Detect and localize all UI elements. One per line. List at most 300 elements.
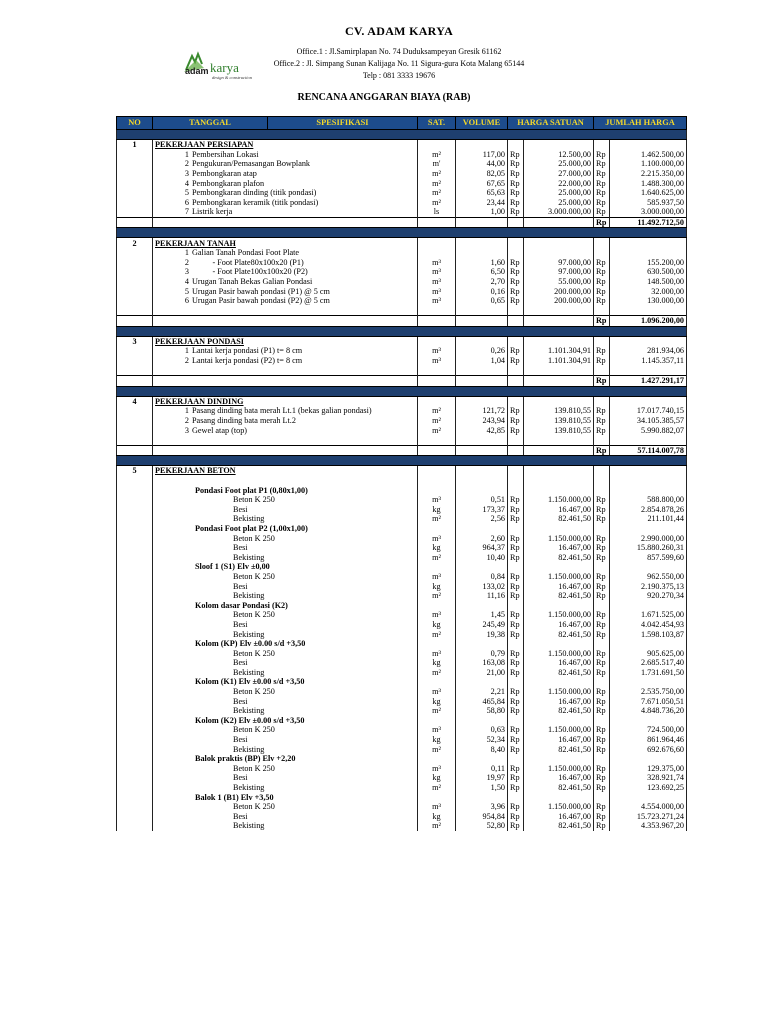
cell-currency-unit: Rp bbox=[508, 668, 524, 678]
cell-harga-satuan bbox=[524, 306, 594, 316]
cell-volume: 58,80 bbox=[456, 706, 508, 716]
cell-harga-satuan bbox=[524, 524, 594, 534]
cell-jumlah-harga: 905.625,00 bbox=[610, 649, 687, 659]
cell-jumlah-harga bbox=[610, 639, 687, 649]
table-row bbox=[117, 277, 687, 287]
item-index: 2 bbox=[184, 416, 189, 426]
cell-harga-satuan bbox=[524, 140, 594, 150]
cell-harga-satuan: 82.461,50 bbox=[524, 553, 594, 563]
cell-volume: 2,60 bbox=[456, 533, 508, 543]
cell-sat bbox=[418, 396, 456, 406]
item-description: Bekisting bbox=[233, 667, 265, 677]
cell-no bbox=[117, 581, 153, 591]
cell-no bbox=[117, 649, 153, 659]
cell-volume: 1,04 bbox=[456, 356, 508, 366]
cell-sat: m² bbox=[418, 150, 456, 160]
cell-currency-unit: Rp bbox=[508, 773, 524, 783]
cell-no bbox=[117, 445, 153, 456]
item-description: Balok praktis (BP) Elv +2,20 bbox=[195, 754, 296, 764]
cell-volume: 8,40 bbox=[456, 744, 508, 754]
cell-no bbox=[117, 668, 153, 678]
cell-sat bbox=[418, 677, 456, 687]
item-index: 2 bbox=[184, 159, 189, 169]
cell-spesifikasi bbox=[153, 610, 418, 620]
item-description: Bekisting bbox=[233, 514, 265, 524]
table-row bbox=[117, 267, 687, 277]
cell-spesifikasi bbox=[153, 306, 418, 316]
cell-no bbox=[117, 356, 153, 366]
cell-sat: kg bbox=[418, 773, 456, 783]
cell-volume: 0,11 bbox=[456, 764, 508, 774]
cell-spesifikasi bbox=[153, 706, 418, 716]
cell-spesifikasi bbox=[153, 178, 418, 188]
cell-no bbox=[117, 150, 153, 160]
cell-jumlah-harga: 585.937,50 bbox=[610, 198, 687, 208]
cell-spesifikasi bbox=[153, 435, 418, 445]
item-description: Besi bbox=[233, 811, 248, 821]
item-description: Pembongkaran plafon bbox=[192, 178, 265, 188]
cell-jumlah-harga: 5.990.882,07 bbox=[610, 425, 687, 435]
item-description: Pasang dinding bata merah Lt.1 (bekas galian pondasi) bbox=[192, 406, 372, 416]
cell-harga-satuan: 1.150.000,00 bbox=[524, 764, 594, 774]
separator-cell bbox=[117, 456, 687, 466]
cell-jumlah-harga: 1.462.500,00 bbox=[610, 150, 687, 160]
cell-volume: 245,49 bbox=[456, 620, 508, 630]
cell-jumlah-harga bbox=[610, 336, 687, 346]
table-row bbox=[117, 207, 687, 217]
cell-no bbox=[117, 553, 153, 563]
cell-volume: 0,63 bbox=[456, 725, 508, 735]
cell-currency-unit: Rp bbox=[508, 764, 524, 774]
cell-spesifikasi bbox=[153, 286, 418, 296]
cell-no bbox=[117, 677, 153, 687]
document-header bbox=[0, 0, 768, 116]
cell-no bbox=[117, 572, 153, 582]
cell-spesifikasi bbox=[153, 356, 418, 366]
subtotal-row bbox=[117, 376, 687, 387]
cell-sat: m² bbox=[418, 783, 456, 793]
cell-no bbox=[117, 725, 153, 735]
cell-currency-total: Rp bbox=[594, 696, 610, 706]
cell-currency-unit bbox=[508, 396, 524, 406]
col-volume: VOLUME bbox=[456, 117, 508, 130]
cell-spesifikasi bbox=[153, 620, 418, 630]
cell-jumlah-harga bbox=[610, 365, 687, 375]
cell-spesifikasi bbox=[153, 658, 418, 668]
cell-jumlah-harga: 148.500,00 bbox=[610, 277, 687, 287]
cell-spesifikasi bbox=[153, 802, 418, 812]
cell-currency-unit bbox=[508, 217, 524, 228]
cell-spesifikasi bbox=[153, 821, 418, 831]
cell-spesifikasi bbox=[153, 668, 418, 678]
cell-volume bbox=[456, 716, 508, 726]
item-description: Bekisting bbox=[233, 783, 265, 792]
cell-no bbox=[117, 207, 153, 217]
cell-volume bbox=[456, 476, 508, 486]
cell-sat: m² bbox=[418, 188, 456, 198]
cell-volume: 1,00 bbox=[456, 207, 508, 217]
cell-harga-satuan bbox=[524, 445, 594, 456]
cell-spesifikasi bbox=[153, 376, 418, 387]
cell-harga-satuan: 12.500,00 bbox=[524, 150, 594, 160]
cell-spesifikasi bbox=[153, 812, 418, 822]
cell-harga-satuan: 27.000,00 bbox=[524, 169, 594, 179]
cell-volume bbox=[456, 306, 508, 316]
cell-currency-unit bbox=[508, 716, 524, 726]
cell-no bbox=[117, 514, 153, 524]
cell-jumlah-harga bbox=[610, 435, 687, 445]
table-row bbox=[117, 696, 687, 706]
cell-jumlah-harga: 724.500,00 bbox=[610, 725, 687, 735]
cell-no bbox=[117, 821, 153, 831]
cell-no: 2 bbox=[117, 238, 153, 248]
cell-currency-unit: Rp bbox=[508, 687, 524, 697]
cell-currency-total: Rp bbox=[594, 581, 610, 591]
cell-jumlah-harga bbox=[610, 396, 687, 406]
cell-currency-total bbox=[594, 238, 610, 248]
item-description: Besi bbox=[233, 735, 248, 745]
cell-volume: 1,60 bbox=[456, 258, 508, 268]
cell-spesifikasi bbox=[153, 716, 418, 726]
cell-sat: m³ bbox=[418, 572, 456, 582]
cell-currency-unit: Rp bbox=[508, 812, 524, 822]
cell-no: 1 bbox=[117, 140, 153, 150]
cell-no bbox=[117, 792, 153, 802]
table-row bbox=[117, 435, 687, 445]
cell-volume bbox=[456, 445, 508, 456]
item-description: Beton K 250 bbox=[233, 533, 275, 543]
cell-no bbox=[117, 639, 153, 649]
item-description: Kolom (KP) Elv ±0.00 s/d +3,50 bbox=[195, 639, 306, 649]
table-row bbox=[117, 687, 687, 697]
cell-currency-unit bbox=[508, 445, 524, 456]
cell-harga-satuan: 3.000.000,00 bbox=[524, 207, 594, 217]
cell-currency-unit bbox=[508, 466, 524, 476]
cell-jumlah-harga: 861.964,46 bbox=[610, 735, 687, 745]
cell-sat: kg bbox=[418, 543, 456, 553]
cell-no bbox=[117, 485, 153, 495]
table-row bbox=[117, 706, 687, 716]
cell-currency-total: Rp bbox=[594, 706, 610, 716]
cell-jumlah-harga: 11.492.712,50 bbox=[610, 217, 687, 228]
separator-cell bbox=[117, 228, 687, 238]
cell-spesifikasi bbox=[153, 150, 418, 160]
cell-sat bbox=[418, 336, 456, 346]
cell-spesifikasi bbox=[153, 543, 418, 553]
office-2-address: Office.2 : Jl. Simpang Sunan Kalijaga No. 11 Sigura-gura Kota Malang 65144 bbox=[273, 59, 525, 68]
cell-no bbox=[117, 601, 153, 611]
item-description: Besi bbox=[233, 658, 248, 668]
group-header-row bbox=[117, 639, 687, 649]
cell-sat: m² bbox=[418, 629, 456, 639]
cell-harga-satuan: 82.461,50 bbox=[524, 821, 594, 831]
subtotal-row bbox=[117, 217, 687, 228]
cell-volume: 133,02 bbox=[456, 581, 508, 591]
cell-harga-satuan: 55.000,00 bbox=[524, 277, 594, 287]
cell-no bbox=[117, 533, 153, 543]
cell-currency-unit bbox=[508, 140, 524, 150]
cell-sat: m² bbox=[418, 706, 456, 716]
cell-harga-satuan: 200.000,00 bbox=[524, 296, 594, 306]
cell-no bbox=[117, 744, 153, 754]
cell-currency-total bbox=[594, 639, 610, 649]
cell-harga-satuan bbox=[524, 336, 594, 346]
cell-currency-total bbox=[594, 435, 610, 445]
table-row bbox=[117, 495, 687, 505]
cell-currency-unit: Rp bbox=[508, 178, 524, 188]
cell-harga-satuan: 16.467,00 bbox=[524, 696, 594, 706]
table-row bbox=[117, 802, 687, 812]
table-row bbox=[117, 416, 687, 426]
item-description: Kolom dasar Pondasi (K2) bbox=[195, 600, 288, 610]
cell-spesifikasi bbox=[153, 553, 418, 563]
cell-harga-satuan: 1.150.000,00 bbox=[524, 610, 594, 620]
cell-currency-unit: Rp bbox=[508, 207, 524, 217]
cell-sat: m² bbox=[418, 198, 456, 208]
item-index: 6 bbox=[184, 197, 189, 207]
table-row bbox=[117, 812, 687, 822]
col-harga-satuan: HARGA SATUAN bbox=[508, 117, 594, 130]
cell-currency-unit bbox=[508, 639, 524, 649]
cell-spesifikasi bbox=[153, 524, 418, 534]
section-header-row bbox=[117, 466, 687, 476]
logo-karya: karya bbox=[210, 60, 239, 75]
document-title: RENCANA ANGGARAN BIAYA (RAB) bbox=[297, 92, 471, 103]
cell-jumlah-harga: 4.042.454,93 bbox=[610, 620, 687, 630]
table-row bbox=[117, 306, 687, 316]
cell-harga-satuan: 1.150.000,00 bbox=[524, 572, 594, 582]
cell-no: 4 bbox=[117, 396, 153, 406]
cell-jumlah-harga: 281.934,06 bbox=[610, 346, 687, 356]
cell-spesifikasi bbox=[153, 744, 418, 754]
cell-no bbox=[117, 562, 153, 572]
cell-currency-total bbox=[594, 524, 610, 534]
cell-no bbox=[117, 267, 153, 277]
cell-no bbox=[117, 416, 153, 426]
item-description: Urugan Pasir bawah pondasi (P1) @ 5 cm bbox=[192, 286, 330, 296]
cell-spesifikasi bbox=[153, 505, 418, 515]
cell-volume: 173,37 bbox=[456, 505, 508, 515]
cell-volume: 117,00 bbox=[456, 150, 508, 160]
table-row bbox=[117, 188, 687, 198]
cell-spesifikasi bbox=[153, 783, 418, 793]
cell-volume bbox=[456, 435, 508, 445]
cell-currency-unit: Rp bbox=[508, 533, 524, 543]
item-description: Galian Tanah Pondasi Foot Plate bbox=[192, 248, 300, 258]
group-header-row bbox=[117, 677, 687, 687]
cell-volume: 1,45 bbox=[456, 610, 508, 620]
item-description: Pembongkaran dinding (titik pondasi) bbox=[192, 188, 317, 198]
table-row bbox=[117, 159, 687, 169]
cell-spesifikasi bbox=[153, 406, 418, 416]
cell-sat: m² bbox=[418, 744, 456, 754]
cell-volume: 67,65 bbox=[456, 178, 508, 188]
cell-currency-total: Rp bbox=[594, 572, 610, 582]
cell-volume bbox=[456, 601, 508, 611]
cell-harga-satuan bbox=[524, 466, 594, 476]
cell-currency-total: Rp bbox=[594, 783, 610, 793]
cell-no bbox=[117, 505, 153, 515]
cell-sat bbox=[418, 445, 456, 456]
cell-volume: 0,79 bbox=[456, 649, 508, 659]
col-no: NO bbox=[117, 117, 153, 130]
cell-harga-satuan bbox=[524, 248, 594, 258]
cell-currency-unit: Rp bbox=[508, 610, 524, 620]
item-index: 7 bbox=[184, 207, 189, 217]
cell-spesifikasi bbox=[153, 533, 418, 543]
cell-harga-satuan: 16.467,00 bbox=[524, 505, 594, 515]
cell-volume bbox=[456, 396, 508, 406]
cell-volume: 21,00 bbox=[456, 668, 508, 678]
cell-spesifikasi bbox=[153, 277, 418, 287]
cell-no bbox=[117, 495, 153, 505]
table-row bbox=[117, 169, 687, 179]
table-row bbox=[117, 476, 687, 486]
cell-currency-unit: Rp bbox=[508, 346, 524, 356]
cell-harga-satuan: 82.461,50 bbox=[524, 629, 594, 639]
cell-currency-unit bbox=[508, 248, 524, 258]
cell-currency-total: Rp bbox=[594, 802, 610, 812]
table-row bbox=[117, 764, 687, 774]
item-description: Bekisting bbox=[233, 629, 265, 639]
table-row bbox=[117, 346, 687, 356]
cell-harga-satuan bbox=[524, 376, 594, 387]
cell-jumlah-harga: 4.353.967,20 bbox=[610, 821, 687, 831]
cell-jumlah-harga: 1.671.525,00 bbox=[610, 610, 687, 620]
cell-currency-unit: Rp bbox=[508, 188, 524, 198]
cell-jumlah-harga: 32.000,00 bbox=[610, 286, 687, 296]
item-description: PEKERJAAN BETON bbox=[155, 466, 236, 476]
item-index: 2 bbox=[184, 257, 189, 267]
cell-spesifikasi bbox=[153, 425, 418, 435]
phone-number: Telp : 081 3333 19676 bbox=[362, 71, 436, 80]
cell-jumlah-harga bbox=[610, 485, 687, 495]
cell-sat bbox=[418, 562, 456, 572]
table-row bbox=[117, 572, 687, 582]
cell-volume bbox=[456, 754, 508, 764]
cell-no bbox=[117, 812, 153, 822]
cell-sat: kg bbox=[418, 658, 456, 668]
table-row bbox=[117, 668, 687, 678]
cell-harga-satuan bbox=[524, 217, 594, 228]
cell-jumlah-harga bbox=[610, 601, 687, 611]
cell-sat bbox=[418, 376, 456, 387]
cell-no bbox=[117, 277, 153, 287]
cell-volume: 23,44 bbox=[456, 198, 508, 208]
cell-sat: m² bbox=[418, 591, 456, 601]
cell-harga-satuan bbox=[524, 485, 594, 495]
cell-currency-unit: Rp bbox=[508, 744, 524, 754]
cell-jumlah-harga: 1.598.103,87 bbox=[610, 629, 687, 639]
table-row bbox=[117, 286, 687, 296]
cell-sat: m³ bbox=[418, 346, 456, 356]
cell-currency-unit: Rp bbox=[508, 735, 524, 745]
item-description: - Foot Plate80x100x20 (P1) bbox=[192, 257, 304, 267]
item-index: 1 bbox=[184, 149, 189, 159]
cell-harga-satuan: 139.810,55 bbox=[524, 406, 594, 416]
col-tanggal: TANGGAL bbox=[153, 117, 268, 130]
cell-jumlah-harga: 1.100.000,00 bbox=[610, 159, 687, 169]
cell-harga-satuan: 16.467,00 bbox=[524, 812, 594, 822]
cell-harga-satuan: 1.150.000,00 bbox=[524, 687, 594, 697]
cell-volume: 52,34 bbox=[456, 735, 508, 745]
cell-spesifikasi bbox=[153, 677, 418, 687]
cell-currency-unit: Rp bbox=[508, 725, 524, 735]
cell-spesifikasi bbox=[153, 629, 418, 639]
cell-no bbox=[117, 376, 153, 387]
cell-harga-satuan: 200.000,00 bbox=[524, 286, 594, 296]
cell-sat: ls bbox=[418, 207, 456, 217]
cell-volume: 163,08 bbox=[456, 658, 508, 668]
cell-currency-unit: Rp bbox=[508, 629, 524, 639]
cell-currency-total: Rp bbox=[594, 764, 610, 774]
cell-currency-unit bbox=[508, 792, 524, 802]
item-description: Kolom (K1) Elv ±0.00 s/d +3,50 bbox=[195, 677, 305, 687]
table-row bbox=[117, 553, 687, 563]
cell-currency-total: Rp bbox=[594, 744, 610, 754]
cell-no bbox=[117, 476, 153, 486]
cell-sat: m³ bbox=[418, 356, 456, 366]
cell-sat: m³ bbox=[418, 277, 456, 287]
cell-currency-total: Rp bbox=[594, 505, 610, 515]
item-index: 1 bbox=[184, 346, 189, 356]
cell-jumlah-harga: 3.000.000,00 bbox=[610, 207, 687, 217]
cell-currency-unit: Rp bbox=[508, 416, 524, 426]
group-header-row bbox=[117, 792, 687, 802]
cell-spesifikasi bbox=[153, 773, 418, 783]
item-description: Beton K 250 bbox=[233, 610, 275, 620]
cell-spesifikasi bbox=[153, 258, 418, 268]
cell-spesifikasi bbox=[153, 601, 418, 611]
section-separator bbox=[117, 130, 687, 140]
cell-spesifikasi bbox=[153, 217, 418, 228]
cell-volume bbox=[456, 485, 508, 495]
cell-no bbox=[117, 543, 153, 553]
cell-currency-unit: Rp bbox=[508, 658, 524, 668]
item-description: Urugan Tanah Bekas Galian Pondasi bbox=[192, 276, 313, 286]
cell-jumlah-harga: 57.114.007,78 bbox=[610, 445, 687, 456]
cell-currency-unit: Rp bbox=[508, 821, 524, 831]
cell-no bbox=[117, 773, 153, 783]
cell-harga-satuan: 82.461,50 bbox=[524, 514, 594, 524]
table-row bbox=[117, 406, 687, 416]
cell-jumlah-harga: 211.101,44 bbox=[610, 514, 687, 524]
cell-no bbox=[117, 754, 153, 764]
table-row bbox=[117, 533, 687, 543]
table-row bbox=[117, 258, 687, 268]
cell-spesifikasi bbox=[153, 735, 418, 745]
cell-currency-total bbox=[594, 365, 610, 375]
item-index: 5 bbox=[184, 188, 189, 198]
cell-sat bbox=[418, 485, 456, 495]
cell-harga-satuan bbox=[524, 639, 594, 649]
cell-currency-total: Rp bbox=[594, 178, 610, 188]
table-row bbox=[117, 649, 687, 659]
table-row bbox=[117, 514, 687, 524]
cell-spesifikasi bbox=[153, 466, 418, 476]
table-row bbox=[117, 198, 687, 208]
cell-no bbox=[117, 346, 153, 356]
cell-no bbox=[117, 802, 153, 812]
cell-volume: 6,50 bbox=[456, 267, 508, 277]
cell-spesifikasi bbox=[153, 639, 418, 649]
item-index: 3 bbox=[184, 425, 189, 435]
cell-currency-unit: Rp bbox=[508, 169, 524, 179]
cell-sat: kg bbox=[418, 581, 456, 591]
cell-sat bbox=[418, 639, 456, 649]
cell-spesifikasi bbox=[153, 169, 418, 179]
cell-no bbox=[117, 248, 153, 258]
